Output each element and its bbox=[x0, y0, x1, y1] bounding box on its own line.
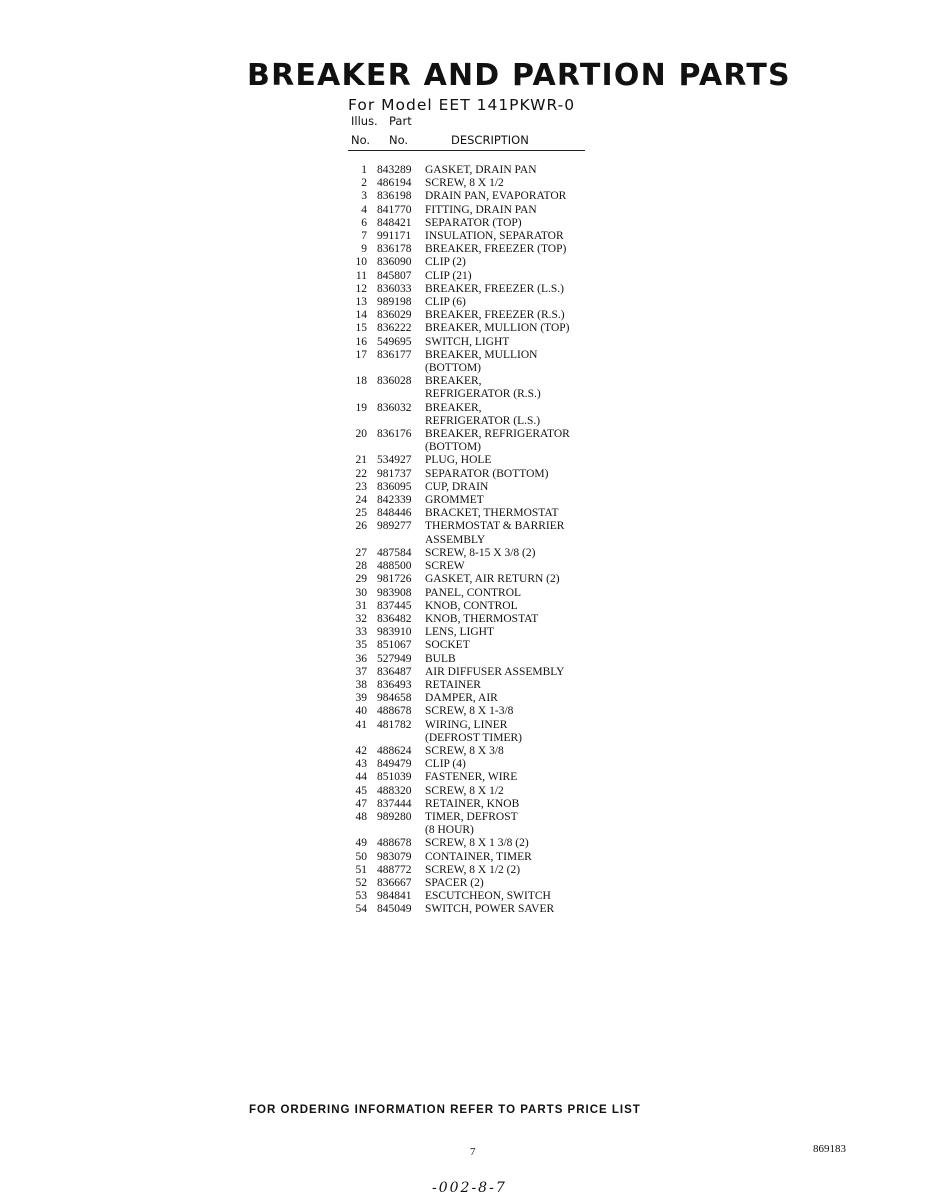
part-description bbox=[425, 454, 615, 467]
description-line: DAMPER, AIR bbox=[425, 692, 498, 705]
parts-row bbox=[355, 349, 615, 375]
description-line: SWITCH, LIGHT bbox=[425, 335, 510, 348]
part-number: 849479 bbox=[377, 758, 412, 771]
parts-row bbox=[355, 190, 615, 203]
description-continuation: REFRIGERATOR (R.S.) bbox=[425, 388, 541, 401]
illus-number: 14 bbox=[355, 309, 367, 322]
parts-row bbox=[355, 164, 615, 177]
part-description bbox=[425, 653, 615, 666]
illus-number: 29 bbox=[355, 573, 367, 586]
parts-row bbox=[355, 719, 615, 745]
description-line: WIRING, LINER bbox=[425, 718, 508, 731]
part-description bbox=[425, 256, 615, 269]
description-line: RETAINER bbox=[425, 678, 481, 691]
illus-number: 41 bbox=[355, 718, 367, 731]
description-line: BREAKER, FREEZER (TOP) bbox=[425, 243, 567, 256]
parts-row bbox=[355, 256, 615, 269]
illus-number: 43 bbox=[355, 758, 367, 771]
part-number: 848421 bbox=[377, 216, 412, 229]
part-number: 845807 bbox=[377, 269, 412, 282]
description-line: SCREW, 8 X 3/8 bbox=[425, 744, 504, 757]
part-description bbox=[425, 560, 615, 573]
description-line: FASTENER, WIRE bbox=[425, 771, 518, 784]
part-description bbox=[425, 547, 615, 560]
illus-number: 49 bbox=[355, 837, 367, 850]
parts-row bbox=[355, 230, 615, 243]
part-number: 481782 bbox=[377, 718, 412, 731]
description-line: AIR DIFFUSER ASSEMBLY bbox=[425, 665, 565, 678]
illus-number: 45 bbox=[355, 784, 367, 797]
part-number: 983908 bbox=[377, 586, 412, 599]
illus-number: 33 bbox=[355, 626, 367, 639]
part-description bbox=[425, 468, 615, 481]
parts-row bbox=[355, 217, 615, 230]
parts-row bbox=[355, 758, 615, 771]
part-number: 848446 bbox=[377, 507, 412, 520]
illus-number: 53 bbox=[355, 890, 367, 903]
illus-number: 40 bbox=[355, 705, 367, 718]
description-line: CONTAINER, TIMER bbox=[425, 850, 532, 863]
part-number: 845049 bbox=[377, 903, 412, 916]
part-number: 488678 bbox=[377, 837, 412, 850]
illus-number: 24 bbox=[355, 494, 367, 507]
illus-number: 37 bbox=[355, 665, 367, 678]
illus-number: 42 bbox=[355, 744, 367, 757]
part-description bbox=[425, 494, 615, 507]
description-line: BREAKER, MULLION bbox=[425, 348, 538, 361]
parts-row bbox=[355, 798, 615, 811]
header-rule bbox=[348, 150, 585, 151]
description-line: CLIP (4) bbox=[425, 758, 466, 771]
parts-row bbox=[355, 785, 615, 798]
description-continuation: (BOTTOM) bbox=[425, 441, 482, 454]
part-description bbox=[425, 758, 615, 771]
description-line: BREAKER, REFRIGERATOR bbox=[425, 428, 570, 441]
illus-number: 27 bbox=[355, 546, 367, 559]
part-number: 851067 bbox=[377, 639, 412, 652]
parts-row bbox=[355, 547, 615, 560]
description-line: RETAINER, KNOB bbox=[425, 797, 520, 810]
part-number: 981726 bbox=[377, 573, 412, 586]
part-description bbox=[425, 177, 615, 190]
parts-row bbox=[355, 402, 615, 428]
illus-number: 26 bbox=[355, 520, 367, 533]
illus-number: 18 bbox=[355, 375, 367, 388]
part-description bbox=[425, 204, 615, 217]
illus-number: 23 bbox=[355, 480, 367, 493]
parts-row bbox=[355, 494, 615, 507]
part-description bbox=[425, 309, 615, 322]
illus-number: 1 bbox=[361, 164, 367, 176]
part-description bbox=[425, 336, 615, 349]
part-description bbox=[425, 283, 615, 296]
part-description bbox=[425, 573, 615, 586]
part-number: 981737 bbox=[377, 467, 412, 480]
part-number: 487584 bbox=[377, 546, 412, 559]
part-header: Part bbox=[389, 114, 412, 128]
illus-number: 30 bbox=[355, 586, 367, 599]
illus-number: 16 bbox=[355, 335, 367, 348]
parts-row bbox=[355, 481, 615, 494]
illus-number: 31 bbox=[355, 599, 367, 612]
part-description bbox=[425, 600, 615, 613]
part-number: 836487 bbox=[377, 665, 412, 678]
part-description bbox=[425, 745, 615, 758]
part-description bbox=[425, 811, 615, 837]
parts-row bbox=[355, 243, 615, 256]
part-number: 836090 bbox=[377, 256, 412, 269]
illus-header: Illus. bbox=[351, 114, 378, 128]
document-number: 869183 bbox=[813, 1143, 846, 1155]
description-line: KNOB, THERMOSTAT bbox=[425, 612, 539, 625]
description-line: CUP, DRAIN bbox=[425, 480, 489, 493]
illus-number: 15 bbox=[355, 322, 367, 335]
parts-row bbox=[355, 653, 615, 666]
illus-number: 51 bbox=[355, 863, 367, 876]
parts-row bbox=[355, 679, 615, 692]
parts-row bbox=[355, 692, 615, 705]
part-description bbox=[425, 705, 615, 718]
illus-number: 32 bbox=[355, 612, 367, 625]
part-number: 534927 bbox=[377, 454, 412, 467]
part-number: 983910 bbox=[377, 626, 412, 639]
illus-number: 12 bbox=[355, 282, 367, 295]
parts-row bbox=[355, 745, 615, 758]
model-subtitle: For Model EET 141PKWR-0 bbox=[348, 96, 576, 114]
illus-number: 19 bbox=[355, 401, 367, 414]
description-line: BREAKER, bbox=[425, 401, 482, 414]
illus-number: 47 bbox=[355, 797, 367, 810]
description-line: KNOB, CONTROL bbox=[425, 599, 518, 612]
parts-row bbox=[355, 890, 615, 903]
part-description bbox=[425, 890, 615, 903]
parts-row bbox=[355, 864, 615, 877]
part-description bbox=[425, 785, 615, 798]
description-line: INSULATION, SEPARATOR bbox=[425, 230, 564, 243]
description-line: SCREW, 8 X 1-3/8 bbox=[425, 705, 514, 718]
description-line: FITTING, DRAIN PAN bbox=[425, 203, 537, 216]
illus-number: 17 bbox=[355, 348, 367, 361]
part-description bbox=[425, 243, 615, 256]
part-number: 836095 bbox=[377, 480, 412, 493]
description-line: BREAKER, bbox=[425, 375, 482, 388]
description-line: CLIP (6) bbox=[425, 296, 466, 309]
part-number: 984658 bbox=[377, 692, 412, 705]
parts-row bbox=[355, 177, 615, 190]
part-number: 836033 bbox=[377, 282, 412, 295]
description-line: SCREW, 8-15 X 3/8 (2) bbox=[425, 546, 536, 559]
description-line: PANEL, CONTROL bbox=[425, 586, 522, 599]
part-description bbox=[425, 771, 615, 784]
part-number: 488320 bbox=[377, 784, 412, 797]
illus-number: 20 bbox=[355, 428, 367, 441]
part-description bbox=[425, 877, 615, 890]
illus-number: 13 bbox=[355, 296, 367, 309]
description-continuation: ASSEMBLY bbox=[425, 533, 486, 546]
part-number: 836222 bbox=[377, 322, 412, 335]
part-description bbox=[425, 520, 615, 546]
parts-row bbox=[355, 560, 615, 573]
part-number: 836029 bbox=[377, 309, 412, 322]
part-description bbox=[425, 349, 615, 375]
illus-number: 4 bbox=[361, 203, 367, 216]
illus-number: 9 bbox=[361, 243, 367, 256]
parts-row bbox=[355, 454, 615, 467]
parts-row bbox=[355, 771, 615, 784]
part-number: 841770 bbox=[377, 203, 412, 216]
description-line: TIMER, DEFROST bbox=[425, 810, 518, 823]
description-line: BULB bbox=[425, 652, 456, 665]
parts-row bbox=[355, 283, 615, 296]
part-number: 836198 bbox=[377, 190, 412, 203]
part-number: 836177 bbox=[377, 348, 412, 361]
description-line: BREAKER, MULLION (TOP) bbox=[425, 322, 570, 335]
part-no-header: No. bbox=[389, 133, 409, 147]
description-line: BREAKER, FREEZER (L.S.) bbox=[425, 282, 564, 295]
part-description bbox=[425, 322, 615, 335]
part-description bbox=[425, 507, 615, 520]
description-line: ESCUTCHEON, SWITCH bbox=[425, 890, 551, 903]
parts-row bbox=[355, 600, 615, 613]
parts-row bbox=[355, 666, 615, 679]
parts-list bbox=[355, 164, 615, 917]
description-continuation: (BOTTOM) bbox=[425, 362, 482, 375]
part-number: 836032 bbox=[377, 401, 412, 414]
part-description bbox=[425, 481, 615, 494]
parts-row bbox=[355, 428, 615, 454]
description-header: DESCRIPTION bbox=[451, 133, 529, 147]
part-number: 836176 bbox=[377, 428, 412, 441]
part-number: 486194 bbox=[377, 177, 412, 190]
description-line: SCREW bbox=[425, 560, 465, 573]
description-line: CLIP (21) bbox=[425, 269, 472, 282]
part-description bbox=[425, 296, 615, 309]
illus-number: 10 bbox=[355, 256, 367, 269]
part-number: 836178 bbox=[377, 243, 412, 256]
illus-number: 39 bbox=[355, 692, 367, 705]
part-number: 842339 bbox=[377, 494, 412, 507]
part-number: 989280 bbox=[377, 810, 412, 823]
parts-row bbox=[355, 587, 615, 600]
description-line: SEPARATOR (BOTTOM) bbox=[425, 467, 549, 480]
ordering-info-footer: FOR ORDERING INFORMATION REFER TO PARTS PRICE LIST bbox=[249, 1104, 641, 1116]
parts-row bbox=[355, 507, 615, 520]
illus-number: 35 bbox=[355, 639, 367, 652]
part-number: 991171 bbox=[377, 230, 412, 243]
part-description bbox=[425, 666, 615, 679]
part-number: 836493 bbox=[377, 678, 412, 691]
description-line: SCREW, 8 X 1/2 bbox=[425, 177, 504, 190]
parts-row bbox=[355, 309, 615, 322]
illus-number: 50 bbox=[355, 850, 367, 863]
part-description bbox=[425, 837, 615, 850]
illus-number: 3 bbox=[361, 190, 367, 203]
part-number: 837445 bbox=[377, 599, 412, 612]
part-description bbox=[425, 692, 615, 705]
description-continuation: REFRIGERATOR (L.S.) bbox=[425, 414, 541, 427]
illus-number: 2 bbox=[361, 177, 367, 190]
part-description bbox=[425, 639, 615, 652]
part-description bbox=[425, 626, 615, 639]
parts-row bbox=[355, 639, 615, 652]
part-number: 488772 bbox=[377, 863, 412, 876]
description-line: THERMOSTAT & BARRIER bbox=[425, 520, 565, 533]
description-line: GASKET, DRAIN PAN bbox=[425, 164, 537, 176]
parts-row bbox=[355, 296, 615, 309]
part-number: 837444 bbox=[377, 797, 412, 810]
part-number: 843289 bbox=[377, 164, 412, 176]
parts-row bbox=[355, 204, 615, 217]
description-line: CLIP (2) bbox=[425, 256, 466, 269]
illus-number: 21 bbox=[355, 454, 367, 467]
part-description bbox=[425, 679, 615, 692]
parts-row bbox=[355, 573, 615, 586]
part-description bbox=[425, 903, 615, 916]
description-line: SPACER (2) bbox=[425, 876, 484, 889]
part-description bbox=[425, 587, 615, 600]
part-number: 989198 bbox=[377, 296, 412, 309]
part-description bbox=[425, 428, 615, 454]
description-line: BRACKET, THERMOSTAT bbox=[425, 507, 559, 520]
illus-number: 6 bbox=[361, 216, 367, 229]
illus-number: 22 bbox=[355, 467, 367, 480]
part-number: 984841 bbox=[377, 890, 412, 903]
part-number: 836028 bbox=[377, 375, 412, 388]
description-continuation: (DEFROST TIMER) bbox=[425, 731, 523, 744]
part-number: 488500 bbox=[377, 560, 412, 573]
illus-number: 25 bbox=[355, 507, 367, 520]
parts-row bbox=[355, 877, 615, 890]
parts-row bbox=[355, 903, 615, 916]
illus-number: 36 bbox=[355, 652, 367, 665]
part-number: 836667 bbox=[377, 876, 412, 889]
part-description bbox=[425, 217, 615, 230]
part-description bbox=[425, 270, 615, 283]
part-description bbox=[425, 402, 615, 428]
description-line: LENS, LIGHT bbox=[425, 626, 494, 639]
description-line: SCREW, 8 X 1/2 bbox=[425, 784, 504, 797]
parts-row bbox=[355, 851, 615, 864]
part-number: 549695 bbox=[377, 335, 412, 348]
part-number: 851039 bbox=[377, 771, 412, 784]
part-description bbox=[425, 798, 615, 811]
illus-number: 52 bbox=[355, 876, 367, 889]
illus-number: 48 bbox=[355, 810, 367, 823]
illus-number: 7 bbox=[361, 230, 367, 243]
part-number: 983079 bbox=[377, 850, 412, 863]
part-number: 527949 bbox=[377, 652, 412, 665]
illus-number: 11 bbox=[355, 269, 367, 282]
description-line: PLUG, HOLE bbox=[425, 454, 492, 467]
parts-row bbox=[355, 322, 615, 335]
part-description bbox=[425, 230, 615, 243]
part-number: 836482 bbox=[377, 612, 412, 625]
description-line: BREAKER, FREEZER (R.S.) bbox=[425, 309, 565, 322]
parts-row bbox=[355, 375, 615, 401]
description-line: SOCKET bbox=[425, 639, 470, 652]
description-line: GASKET, AIR RETURN (2) bbox=[425, 573, 560, 586]
part-description bbox=[425, 164, 615, 177]
parts-row bbox=[355, 626, 615, 639]
description-line: GROMMET bbox=[425, 494, 484, 507]
parts-row bbox=[355, 837, 615, 850]
parts-row bbox=[355, 705, 615, 718]
part-description bbox=[425, 613, 615, 626]
illus-number: 28 bbox=[355, 560, 367, 573]
part-description bbox=[425, 851, 615, 864]
part-number: 488678 bbox=[377, 705, 412, 718]
description-line: SWITCH, POWER SAVER bbox=[425, 903, 555, 916]
description-line: SEPARATOR (TOP) bbox=[425, 216, 522, 229]
part-number: 989277 bbox=[377, 520, 412, 533]
parts-row bbox=[355, 468, 615, 481]
illus-number: 44 bbox=[355, 771, 367, 784]
illus-no-header: No. bbox=[351, 133, 371, 147]
part-description bbox=[425, 375, 615, 401]
description-line: SCREW, 8 X 1/2 (2) bbox=[425, 863, 521, 876]
description-line: DRAIN PAN, EVAPORATOR bbox=[425, 190, 567, 203]
part-description bbox=[425, 864, 615, 877]
page-title: BREAKER AND PARTION PARTS bbox=[247, 58, 791, 93]
handwritten-note: -002-8-7 bbox=[432, 1180, 507, 1196]
description-line: SCREW, 8 X 1 3/8 (2) bbox=[425, 837, 529, 850]
parts-row bbox=[355, 520, 615, 546]
parts-row bbox=[355, 270, 615, 283]
part-number: 488624 bbox=[377, 744, 412, 757]
parts-row bbox=[355, 811, 615, 837]
illus-number: 54 bbox=[355, 903, 367, 916]
page-number: 7 bbox=[470, 1146, 476, 1158]
part-description bbox=[425, 719, 615, 745]
illus-number: 38 bbox=[355, 678, 367, 691]
part-description bbox=[425, 190, 615, 203]
parts-row bbox=[355, 336, 615, 349]
description-continuation: (8 HOUR) bbox=[425, 824, 474, 837]
parts-row bbox=[355, 613, 615, 626]
